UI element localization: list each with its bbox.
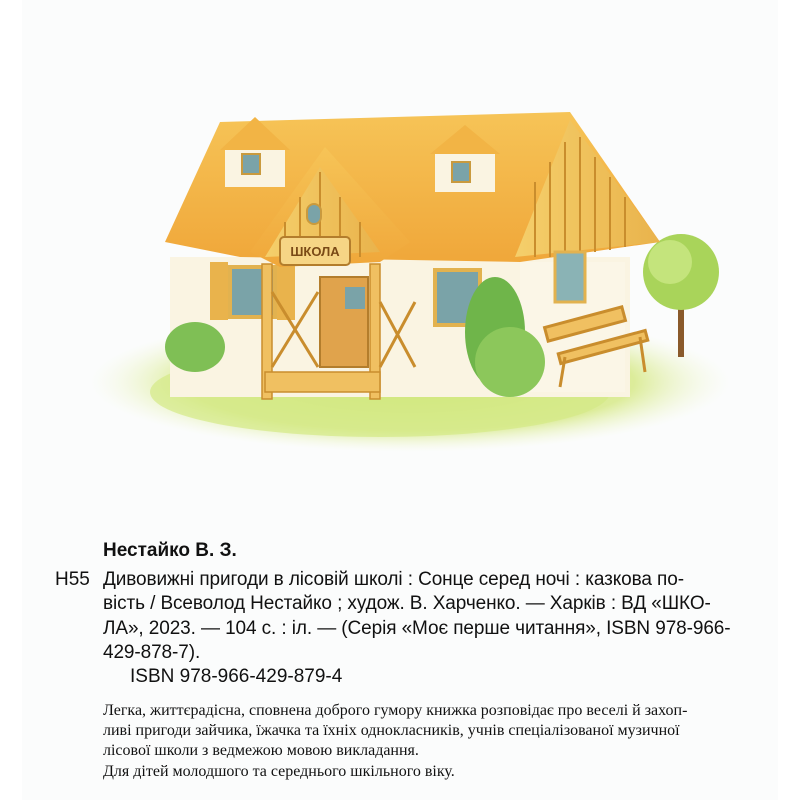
catalog-class-code: Н55 [55,569,90,590]
annotation-line: лісової школи з ведмежою мовою викладання. [103,742,419,759]
bib-line: Дивовижні пригоди в лісовій школі : Сонце серед ночі : казкова по- [103,569,684,590]
annotation-line: Для дітей молодшого та середнього шкільного віку. [103,763,455,780]
bib-line: вість / Всеволод Нестайко ; худож. В. Харченко. — Харків : ВД «ШКО- [103,593,711,614]
school-house [165,112,660,399]
catalog-isbn: ISBN 978-966-429-879-4 [130,666,343,687]
bib-line: ЛА», 2023. — 104 с. : іл. — (Серія «Моє перше читання», ISBN 978-966- [103,618,731,639]
annotation-line: Легка, життєрадісна, сповнена доброго гумору книжка розповідає про веселі й захоп- [103,702,688,719]
bib-line: 429-878-7). [103,642,201,663]
school-house-illustration [80,92,730,462]
school-sign-text: ШКОЛА [290,244,340,259]
catalog-author: Нестайко В. З. [103,540,237,561]
annotation-line: ливі пригоди зайчика, їжачка та їхніх однокласників, учнів спеціалізованої музичної [103,722,680,739]
